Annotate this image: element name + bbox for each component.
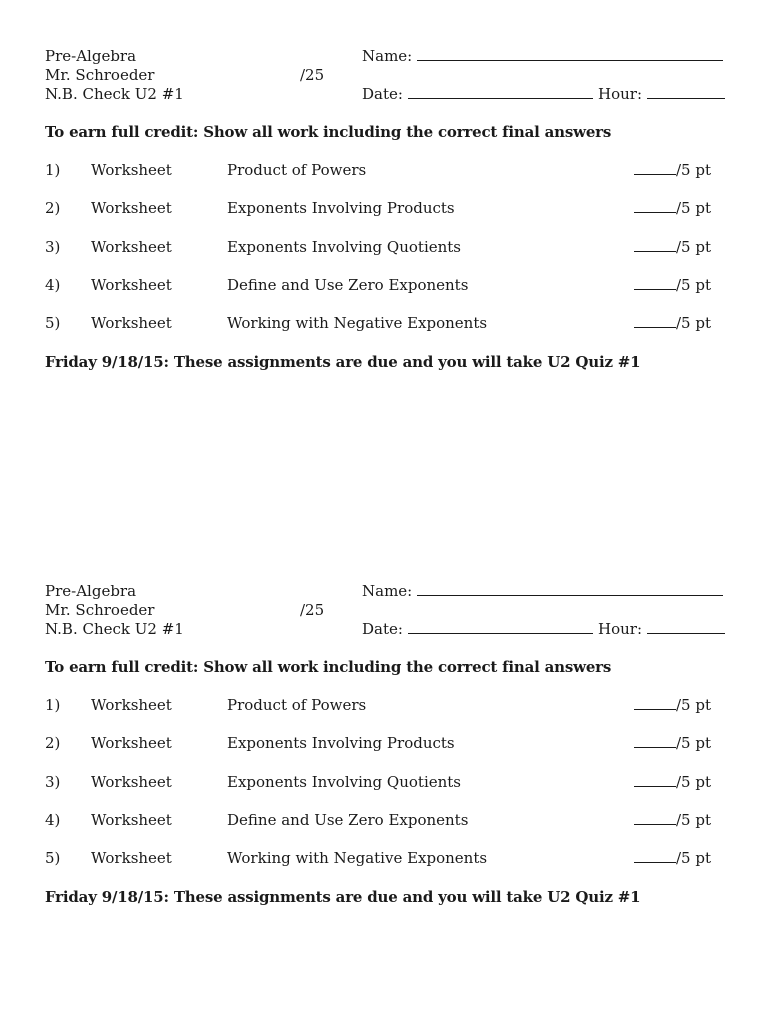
date-line	[362, 620, 593, 639]
item-points: /5 pt	[676, 849, 711, 867]
item-title: Exponents Involving Quotients	[227, 773, 462, 791]
item-number: 5)	[45, 314, 61, 332]
score-blank[interactable]	[634, 696, 676, 710]
item-title: Exponents Involving Quotients	[227, 238, 462, 256]
item-score	[634, 161, 711, 180]
item-title: Product of Powers	[227, 696, 367, 714]
item-score	[634, 314, 711, 333]
item-type: Worksheet	[91, 811, 172, 829]
score-blank[interactable]	[634, 238, 676, 252]
score-blank[interactable]	[634, 811, 676, 825]
total-score: /25	[300, 601, 325, 619]
hour-label: Hour:	[598, 620, 642, 638]
item-type: Worksheet	[91, 276, 172, 294]
item-number: 3)	[45, 238, 61, 256]
item-points: /5 pt	[676, 811, 711, 829]
total-score: /25	[300, 66, 325, 84]
assignment-title: N.B. Check U2 #1	[45, 85, 184, 103]
item-score	[634, 811, 711, 830]
date-line	[362, 85, 593, 104]
item-score	[634, 276, 711, 295]
date-label: Date:	[362, 620, 403, 638]
due-note: Friday 9/18/15: These assignments are due and you will take U2 Quiz #1	[45, 888, 641, 906]
item-points: /5 pt	[676, 734, 711, 752]
score-blank[interactable]	[634, 849, 676, 863]
name-label: Name:	[362, 47, 413, 65]
item-score	[634, 696, 711, 715]
item-score	[634, 199, 711, 218]
hour-blank[interactable]	[647, 620, 725, 634]
date-blank[interactable]	[408, 85, 593, 99]
score-blank[interactable]	[634, 734, 676, 748]
item-title: Define and Use Zero Exponents	[227, 276, 469, 294]
item-number: 2)	[45, 199, 61, 217]
hour-line	[598, 85, 725, 104]
name-line	[362, 582, 723, 601]
course-name: Pre-Algebra	[45, 582, 137, 600]
score-blank[interactable]	[634, 276, 676, 290]
item-title: Working with Negative Exponents	[227, 314, 488, 332]
score-blank[interactable]	[634, 314, 676, 328]
teacher-name: Mr. Schroeder	[45, 601, 155, 619]
item-number: 1)	[45, 161, 61, 179]
instructions: To earn full credit: Show all work including the correct final answers	[45, 658, 612, 676]
hour-line	[598, 620, 725, 639]
item-title: Exponents Involving Products	[227, 199, 455, 217]
score-blank[interactable]	[634, 161, 676, 175]
name-blank[interactable]	[417, 582, 723, 596]
item-title: Product of Powers	[227, 161, 367, 179]
due-note: Friday 9/18/15: These assignments are due and you will take U2 Quiz #1	[45, 353, 641, 371]
item-title: Define and Use Zero Exponents	[227, 811, 469, 829]
item-number: 2)	[45, 734, 61, 752]
instructions: To earn full credit: Show all work including the correct final answers	[45, 123, 612, 141]
item-points: /5 pt	[676, 696, 711, 714]
date-blank[interactable]	[408, 620, 593, 634]
item-type: Worksheet	[91, 849, 172, 867]
date-label: Date:	[362, 85, 403, 103]
item-type: Worksheet	[91, 161, 172, 179]
item-points: /5 pt	[676, 314, 711, 332]
check-sheet-2	[0, 535, 770, 915]
item-points: /5 pt	[676, 161, 711, 179]
check-sheet-1	[0, 0, 770, 380]
item-type: Worksheet	[91, 734, 172, 752]
item-points: /5 pt	[676, 199, 711, 217]
item-points: /5 pt	[676, 276, 711, 294]
item-type: Worksheet	[91, 238, 172, 256]
hour-label: Hour:	[598, 85, 642, 103]
name-label: Name:	[362, 582, 413, 600]
item-points: /5 pt	[676, 238, 711, 256]
item-type: Worksheet	[91, 199, 172, 217]
item-score	[634, 773, 711, 792]
item-number: 3)	[45, 773, 61, 791]
assignment-title: N.B. Check U2 #1	[45, 620, 184, 638]
item-number: 1)	[45, 696, 61, 714]
item-type: Worksheet	[91, 314, 172, 332]
name-blank[interactable]	[417, 47, 723, 61]
item-type: Worksheet	[91, 773, 172, 791]
item-title: Exponents Involving Products	[227, 734, 455, 752]
item-number: 4)	[45, 276, 61, 294]
item-number: 5)	[45, 849, 61, 867]
hour-blank[interactable]	[647, 85, 725, 99]
score-blank[interactable]	[634, 773, 676, 787]
name-line	[362, 47, 723, 66]
item-number: 4)	[45, 811, 61, 829]
item-score	[634, 734, 711, 753]
score-blank[interactable]	[634, 199, 676, 213]
item-points: /5 pt	[676, 773, 711, 791]
item-score	[634, 238, 711, 257]
item-type: Worksheet	[91, 696, 172, 714]
teacher-name: Mr. Schroeder	[45, 66, 155, 84]
course-name: Pre-Algebra	[45, 47, 137, 65]
item-title: Working with Negative Exponents	[227, 849, 488, 867]
item-score	[634, 849, 711, 868]
